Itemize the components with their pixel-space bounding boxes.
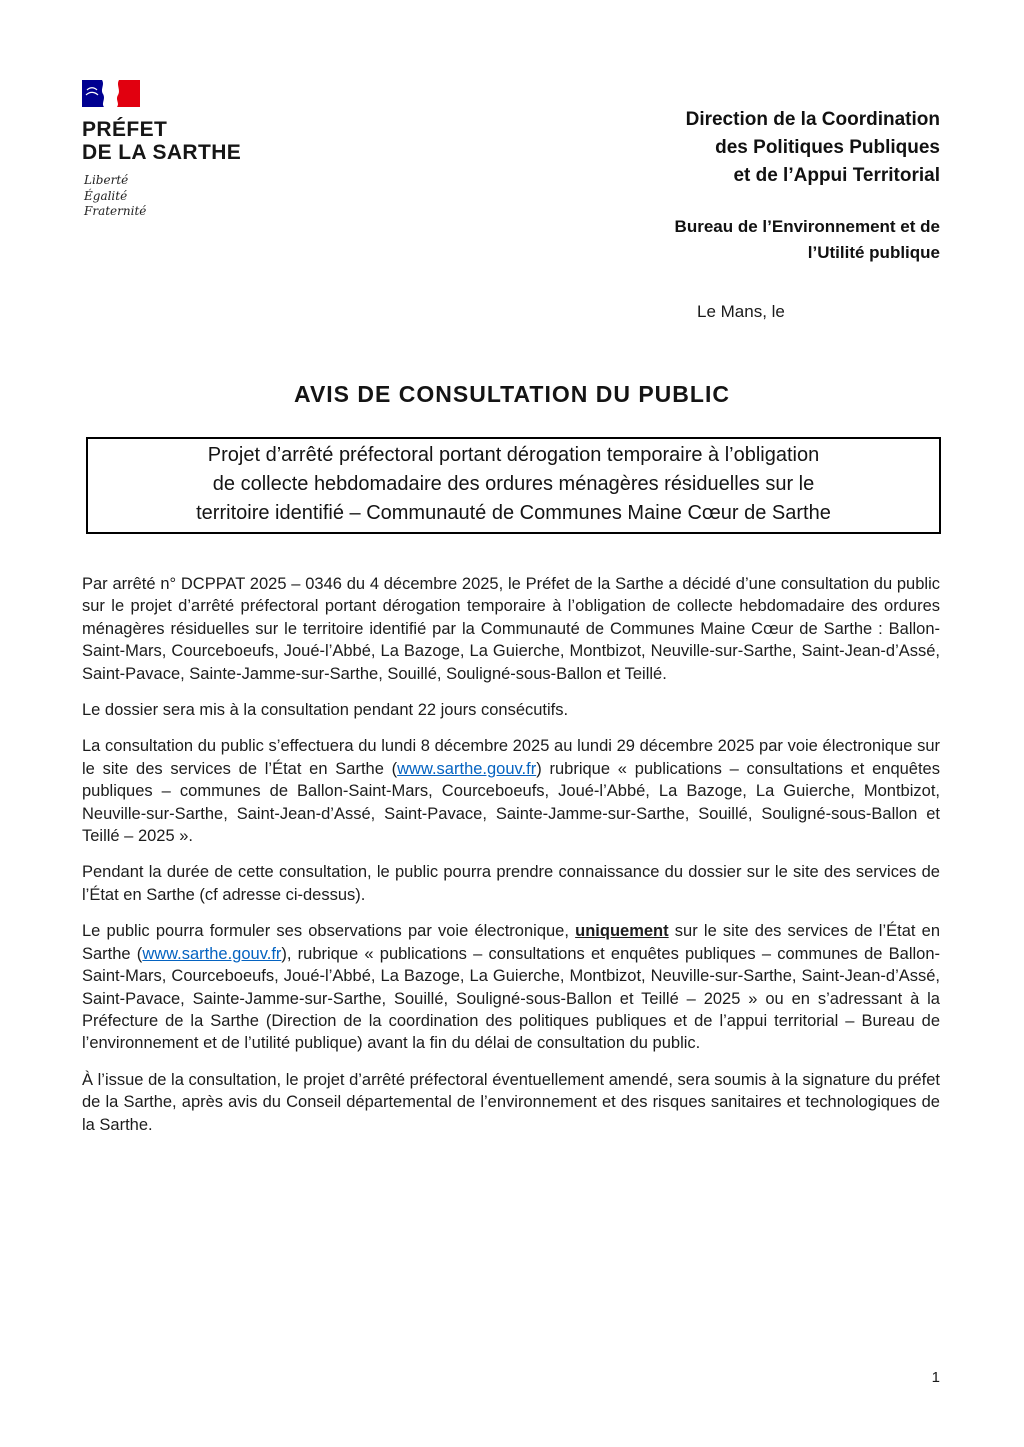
subject-box-line: territoire identifié – Communauté de Communes Maine Cœur de Sarthe — [196, 502, 831, 524]
paragraph-duree-consultation: Le dossier sera mis à la consultation pendant 22 jours consécutifs. — [82, 701, 569, 720]
prefecture-name — [82, 118, 241, 164]
document-body — [82, 573, 940, 1150]
paragraph-arrete-decision: Par arrêté n° DCPPAT 2025 – 0346 du 4 décembre 2025, le Préfet de la Sarthe a décidé d’une consultation du public sur le projet d’arrêté préfectoral portant dérogation temporaire à l’obligation de collecte hebdomadaire des ordures ménagères résiduelles sur le territoire identifié par la Communauté de Communes Maine Cœur de Sarthe : Ballon-Saint-Mars, Courceboeufs, Joué-l’Abbé, La Bazoge, La Guierche, Montbizot, Neuville-sur-Sarthe, Saint-Jean-d’Assé, Saint-Pavace, Sainte-Jamme-sur-Sarthe, Souillé, Souligné-sous-Ballon et Teillé. — [82, 575, 940, 683]
direction-line: des Politiques Publiques — [715, 137, 940, 158]
bureau-header — [675, 214, 940, 266]
motto-egalite: Égalité — [84, 188, 128, 203]
sarthe-gouv-link[interactable]: www.sarthe.gouv.fr — [397, 759, 537, 778]
direction-line: et de l’Appui Territorial — [733, 165, 940, 186]
paragraph-consultation-dates — [82, 735, 940, 847]
republic-motto — [84, 173, 241, 220]
paragraph-text-segment: Le public pourra formuler ses observations par voie électronique, — [82, 922, 576, 941]
direction-header — [686, 106, 940, 190]
paragraph-text-segment: La consultation du public s’effectuera du lundi 8 décembre 2025 au lundi 29 décembre 2025 par voie électronique sur le site des services de l’État en Sarthe ( — [82, 737, 940, 778]
french-flag-icon — [82, 80, 140, 107]
motto-liberte: Liberté — [84, 173, 129, 187]
paragraph-text-segment: ), rubrique « publications – consultations et enquêtes publiques – communes de Ballon-Saint-Mars, Courceboeufs, Joué-l’Abbé, La Bazoge, La Guierche, Montbizot, Neuville-sur-Sarthe, Saint-Jean-d’Assé, Saint-Pavace, Sainte-Jamme-sur-Sarthe, Souillé, Souligné-sous-Ballon et Teillé – 2025 » ou en s’adressant à la Préfecture de la Sarthe (Direction de la coordination des politiques publiques et de l’appui territorial – Bureau de l’environnement et de l’utilité publique) avant la fin du délai de consultation du public. — [82, 944, 941, 1053]
prefecture-logo — [82, 80, 241, 220]
uniquement-emphasis: uniquement — [575, 922, 669, 941]
paragraph-text-segment: sur le site des services de l’État en Sarthe ( — [82, 922, 941, 963]
paragraph-observations — [82, 920, 940, 1054]
bureau-line: Bureau de l’Environnement et de — [674, 217, 940, 236]
prefecture-name-line1: PRÉFET — [82, 118, 168, 141]
paragraph-text-segment: ) rubrique « publications – consultations et enquêtes publiques – communes de Ballon-Saint-Mars, Courceboeufs, Joué-l’Abbé, La Bazoge, La Guierche, Montbizot, Neuville-sur-Sarthe, Saint-Jean-d’Assé, Saint-Pavace, Sainte-Jamme-sur-Sarthe, Souillé, Souligné-sous-Ballon et Teillé – 2025 ». — [82, 759, 940, 846]
sarthe-gouv-link[interactable]: www.sarthe.gouv.fr — [142, 944, 282, 963]
prefecture-name-line2: DE LA SARTHE — [82, 141, 242, 164]
subject-box-line: Projet d’arrêté préfectoral portant dérogation temporaire à l’obligation — [207, 444, 820, 466]
subject-box-line: de collecte hebdomadaire des ordures ménagères résiduelles sur le — [212, 473, 815, 495]
bureau-line: l’Utilité publique — [807, 243, 940, 262]
paragraph-issue-consultation: À l’issue de la consultation, le projet d’arrêté préfectoral éventuellement amendé, sera soumis à la signature du préfet de la Sarthe, après avis du Conseil départemental de l’environnement et des risques sanitaires et technologiques de la Sarthe. — [82, 1070, 940, 1134]
direction-line: Direction de la Coordination — [685, 109, 940, 130]
motto-fraternite: Fraternité — [84, 204, 147, 218]
paragraph-prise-connaissance: Pendant la durée de cette consultation, le public pourra prendre connaissance du dossier sur le site des services de l’État en Sarthe (cf adresse ci-dessus). — [82, 863, 940, 904]
page-number: 1 — [931, 1369, 940, 1386]
place-date: Le Mans, le — [697, 302, 785, 321]
page-title: AVIS DE CONSULTATION DU PUBLIC — [294, 381, 730, 407]
subject-box — [86, 437, 941, 534]
